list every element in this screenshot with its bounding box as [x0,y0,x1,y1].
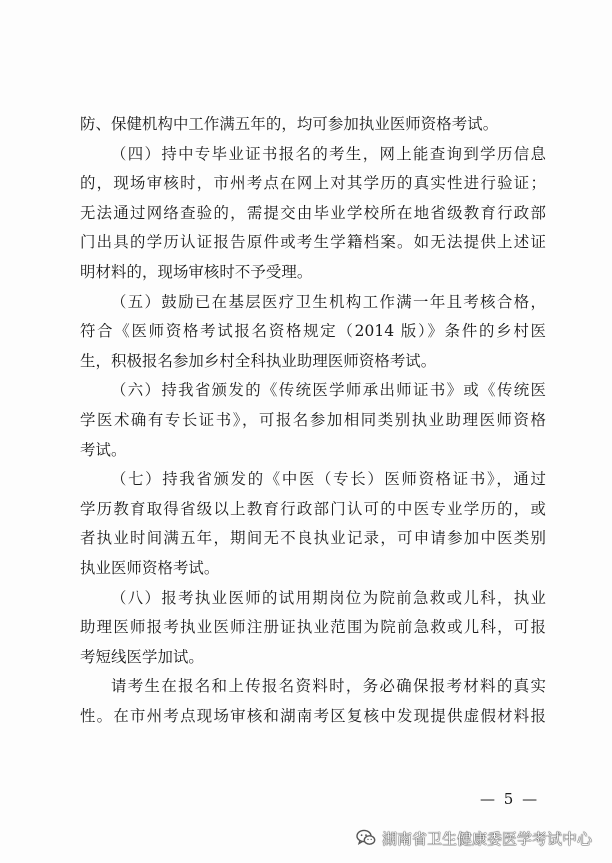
text-line: 学医术确有专长证书》，可报名参加相同类别执业助理医师资格 [80,410,546,429]
text-line: 性。在市州考点现场审核和湖南考区复核中发现提供虚假材料报 [80,706,546,725]
text-line: （七）持我省颁发的《中医（专长）医师资格证书》，通过 [111,470,546,489]
text-line: （四）持中专毕业证书报名的考生，网上能查询到学历信息 [111,144,546,163]
text-line: 助理医师报考执业医师注册证执业范围为院前急救或儿科，可报 [80,618,546,637]
text-line: （六）持我省颁发的《传统医学师承出师证书》或《传统医 [111,381,546,400]
page-number: — 5 — [480,790,540,808]
text-line: 符合《医师资格考试报名资格规定（2014 版）》条件的乡村医 [80,322,546,341]
document-body [80,110,546,731]
text-line: 考短线医学加试。 [80,647,204,666]
text-line: 的，现场审核时，市州考点在网上对其学历的真实性进行验证； [80,174,546,193]
text-line: 学历教育取得省级以上教育行政部门认可的中医专业学历的，或 [80,499,546,518]
watermark-text: 湖南省卫生健康委医学考试中心 [382,829,593,848]
text-line: 考试。 [80,440,127,459]
text-line: 请考生在报名和上传报名资料时，务必确保报考材料的真实 [111,677,546,696]
text-line: （五）鼓励已在基层医疗卫生机构工作满一年且考核合格， [111,292,546,311]
text-line: （八）报考执业医师的试用期岗位为院前急救或儿科，执业 [111,588,546,607]
text-line: 者执业时间满五年，期间无不良执业记录，可申请参加中医类别 [80,529,546,548]
text-line: 生，积极报名参加乡村全科执业助理医师资格考试。 [80,351,437,370]
text-line: 无法通过网络查验的，需提交由毕业学校所在地省级教育行政部 [80,203,546,222]
wechat-icon [356,829,376,847]
text-line: 执业医师资格考试。 [80,558,220,577]
account-watermark [356,826,592,850]
text-line: 防、保健机构中工作满五年的，均可参加执业医师资格考试。 [80,115,499,133]
text-line: 门出具的学历认证报告原件或考生学籍档案。如无法提供上述证 [80,233,546,252]
text-line: 明材料的，现场审核时不予受理。 [80,262,313,281]
